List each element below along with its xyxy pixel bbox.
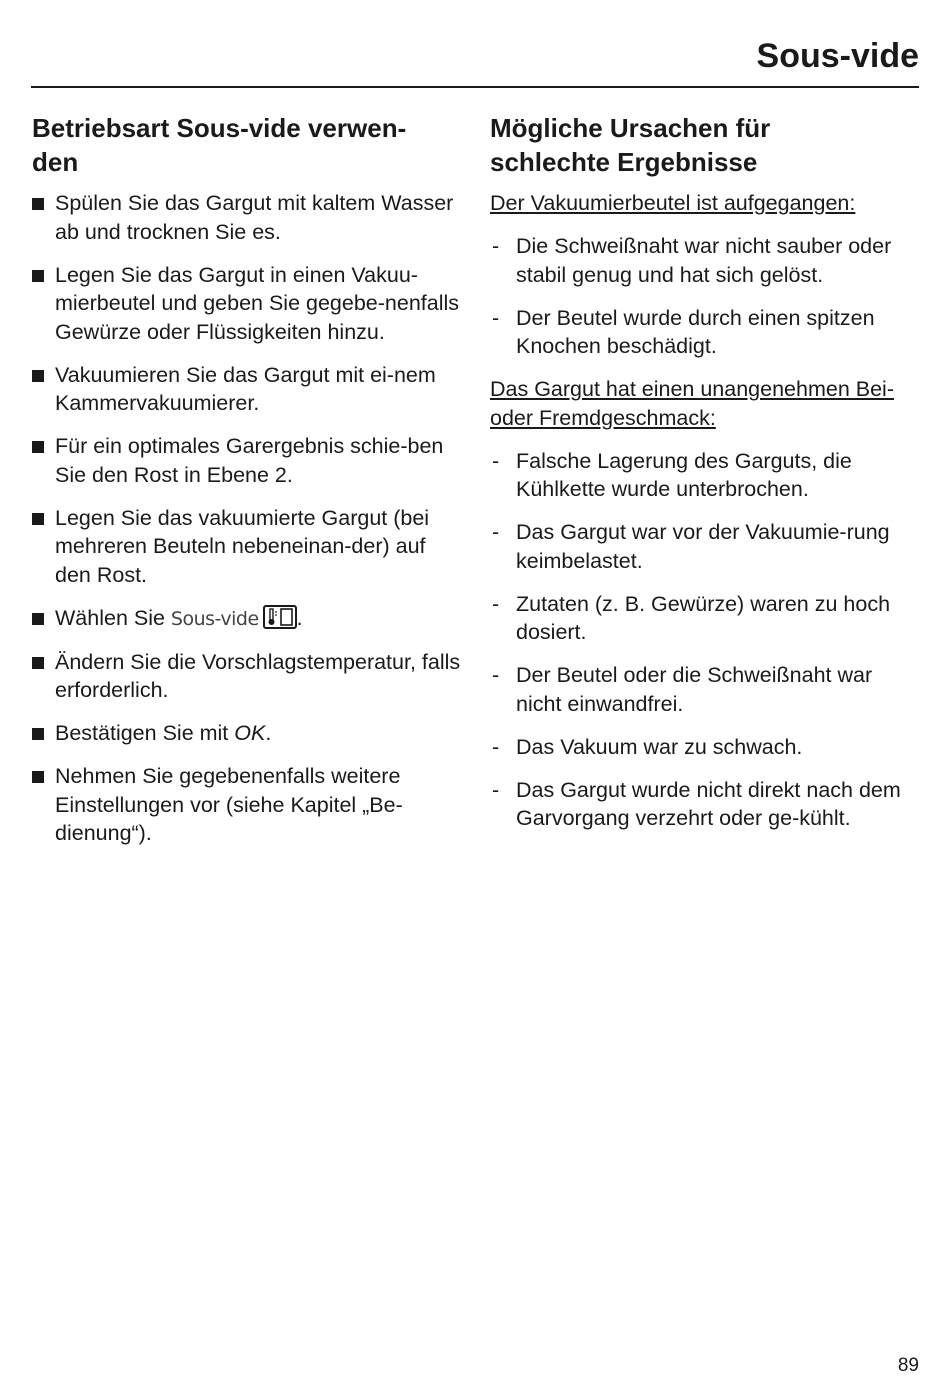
list-item <box>32 504 464 590</box>
square-bullet-icon <box>32 728 44 740</box>
steps-list <box>32 189 464 848</box>
list-item <box>490 733 922 762</box>
causes-list <box>490 447 922 833</box>
step-text: Legen Sie das vakuumierte Gargut (bei mehreren Beuteln nebeneinan-der) auf den Rost. <box>55 505 430 587</box>
dash-bullet-icon: - <box>492 734 500 759</box>
dash-bullet-icon: - <box>492 520 500 544</box>
dash-bullet-icon: - <box>492 591 500 616</box>
list-item <box>490 518 922 575</box>
step-text: Ändern Sie die Vorschlagstemperatur, falls erforderlich. <box>55 649 461 702</box>
page-number: 89 <box>897 1355 919 1376</box>
list-item <box>490 304 922 361</box>
section-heading-causes <box>490 111 922 179</box>
sous-vide-icon <box>263 605 297 629</box>
step-text-suffix: . <box>296 605 303 630</box>
ok-key-label: OK <box>234 721 266 745</box>
cause-text: Der Beutel wurde durch einen spitzen Knochen beschädigt. <box>516 305 875 358</box>
list-item <box>490 590 922 647</box>
list-item <box>490 661 922 718</box>
square-bullet-icon <box>32 771 44 783</box>
dash-bullet-icon: - <box>492 234 500 258</box>
square-bullet-icon <box>32 270 44 282</box>
list-item <box>490 447 922 504</box>
heading-line: den <box>32 147 79 177</box>
cause-text: Falsche Lagerung des Garguts, die Kühlkette wurde unterbrochen. <box>516 448 852 501</box>
heading-line: Betriebsart Sous-vide verwen- <box>32 113 407 143</box>
header-divider <box>31 86 919 88</box>
list-item <box>32 361 464 418</box>
list-item <box>32 648 464 705</box>
dash-bullet-icon: - <box>492 305 500 330</box>
list-item <box>32 432 464 489</box>
step-text: Wählen Sie <box>55 605 171 630</box>
problem-heading: Das Gargut hat einen unangenehmen Bei- oder Fremdgeschmack: <box>490 377 894 430</box>
cause-text: Das Vakuum war zu schwach. <box>516 734 803 759</box>
page-title: Sous-vide <box>756 37 919 75</box>
dash-bullet-icon: - <box>492 663 500 687</box>
display-text-sous-vide: Sous-vide <box>170 607 259 630</box>
step-text: Legen Sie das Gargut in einen Vakuu-mierbeutel und geben Sie gegebe-nenfalls Gewürze oder Flüssigkeiten hinzu. <box>55 262 460 344</box>
square-bullet-icon <box>32 198 44 210</box>
dash-bullet-icon: - <box>492 777 500 802</box>
step-text: Bestätigen Sie mit <box>55 721 235 745</box>
square-bullet-icon <box>32 657 44 669</box>
list-item <box>32 604 464 634</box>
cause-text: Das Gargut war vor der Vakuumie-rung keimbelastet. <box>516 520 890 573</box>
list-item <box>490 232 922 289</box>
square-bullet-icon <box>32 513 44 525</box>
cause-text: Zutaten (z. B. Gewürze) waren zu hoch dosiert. <box>516 591 891 644</box>
cause-text: Das Gargut wurde nicht direkt nach dem Garvorgang verzehrt oder ge-kühlt. <box>516 777 901 830</box>
cause-text: Die Schweißnaht war nicht sauber oder stabil genug und hat sich gelöst. <box>516 234 892 287</box>
heading-line: Mögliche Ursachen für <box>490 113 771 143</box>
list-item <box>32 719 464 748</box>
step-text: Vakuumieren Sie das Gargut mit ei-nem Kammervakuumierer. <box>55 362 436 415</box>
problem-heading: Der Vakuumierbeutel ist aufgegangen: <box>490 191 856 215</box>
cause-text: Der Beutel oder die Schweißnaht war nicht einwandfrei. <box>516 663 873 716</box>
list-item <box>32 762 464 848</box>
left-column <box>32 111 464 862</box>
list-item <box>32 189 464 246</box>
square-bullet-icon <box>32 370 44 382</box>
heading-line: schlechte Ergebnisse <box>490 147 758 177</box>
square-bullet-icon <box>32 613 44 625</box>
list-item <box>490 776 922 833</box>
square-bullet-icon <box>32 441 44 453</box>
dash-bullet-icon: - <box>492 448 500 473</box>
causes-list <box>490 232 922 361</box>
step-text: Für ein optimales Garergebnis schie-ben Sie den Rost in Ebene 2. <box>55 434 444 487</box>
step-text: Nehmen Sie gegebenenfalls weitere Einstellungen vor (siehe Kapitel „Be-dienung“). <box>55 764 403 845</box>
step-text: Spülen Sie das Gargut mit kaltem Wasser ab und trocknen Sie es. <box>55 191 454 244</box>
step-text-suffix: . <box>265 721 272 745</box>
list-item <box>32 261 464 347</box>
right-column <box>490 111 922 847</box>
section-heading-use-mode <box>32 111 464 179</box>
